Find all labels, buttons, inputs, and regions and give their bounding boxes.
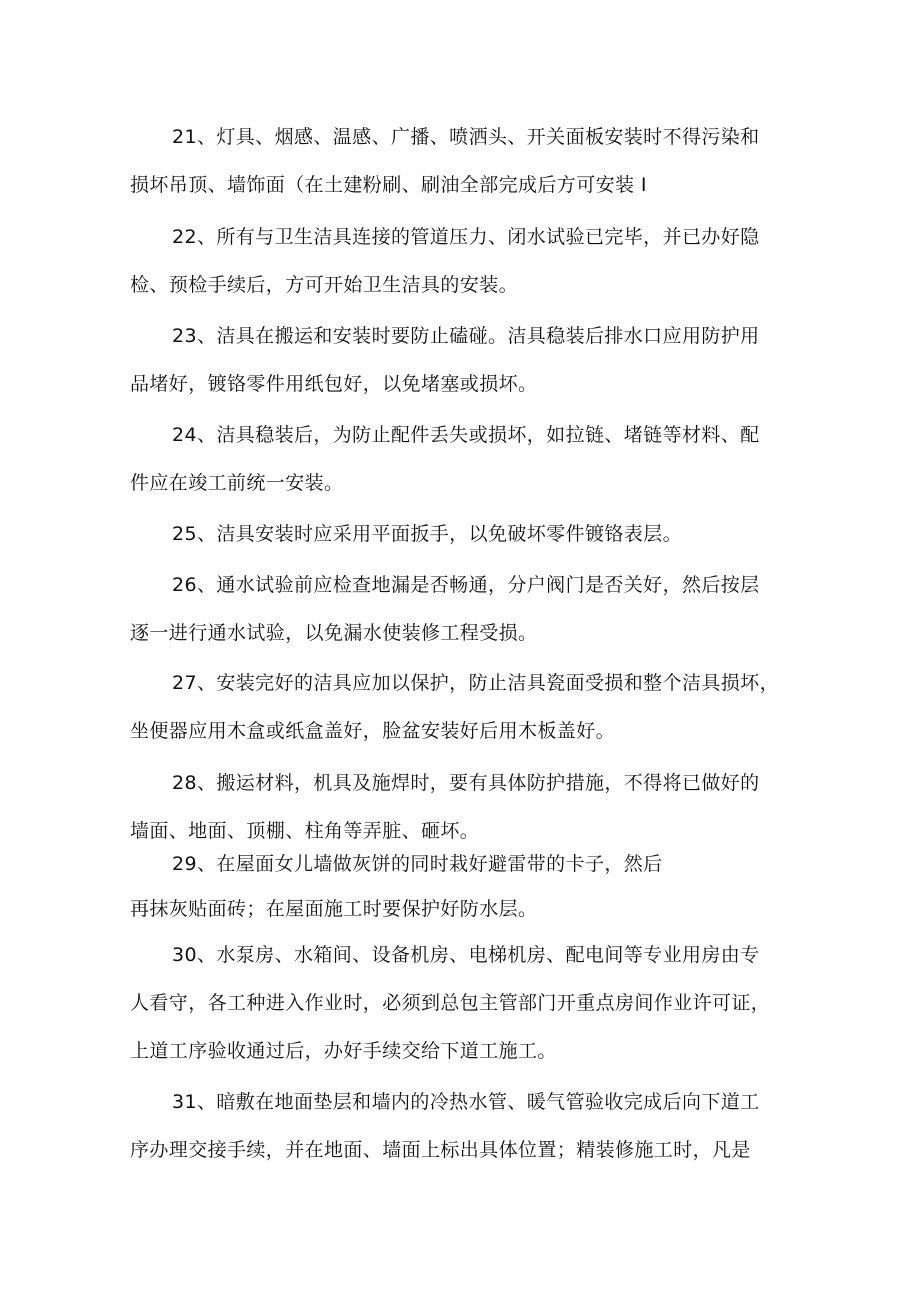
paragraph-23-line-1: 23、洁具在搬运和安装时要防止磕碰。洁具稳装后排水口应用防护用 — [172, 325, 760, 347]
paragraph-29-line-1: 29、在屋面女儿墙做灰饼的同时栽好避雷带的卡子，然后 — [172, 853, 663, 875]
paragraph-24-line-1: 24、洁具稳装后，为防止配件丢失或损坏，如拉链、堵链等材料、配 — [172, 424, 760, 446]
paragraph-30-line-2: 人看守，各工种进入作业时，必须到总包主管部门开重点房间作业许可证， — [130, 992, 771, 1014]
paragraph-28-line-1: 28、搬运材料，机具及施焊时，要有具体防护措施，不得将已做好的 — [172, 772, 760, 794]
paragraph-26-line-1: 26、通水试验前应检查地漏是否畅通，分户阀门是否关好，然后按层 — [172, 574, 760, 596]
paragraph-27-line-1: 27、安装完好的洁具应加以保护，防止洁具瓷面受损和整个洁具损坏， — [172, 672, 779, 694]
paragraph-21-line-2: 损坏吊顶、墙饰面（在土建粉刷、刷油全部完成后方可安装 I — [130, 174, 647, 196]
paragraph-28-line-2: 墙面、地面、顶棚、柱角等弄脏、砸坏。 — [130, 820, 480, 842]
paragraph-23-line-2: 品堵好，镀铬零件用纸包好，以免堵塞或损坏。 — [130, 373, 538, 395]
paragraph-26-line-2: 逐一进行通水试验，以免漏水使装修工程受损。 — [130, 622, 538, 644]
paragraph-29-line-2: 再抹灰贴面砖；在屋面施工时要保护好防水层。 — [130, 898, 538, 920]
paragraph-21-line-1: 21、灯具、烟感、温感、广播、喷洒头、开关面板安装时不得污染和 — [172, 126, 760, 148]
paragraph-31-line-1: 31、暗敷在地面垫层和墙内的冷热水管、暖气管验收完成后向下道工 — [172, 1091, 760, 1113]
paragraph-31-line-2: 序办理交接手续，并在地面、墙面上标出具体位置；精装修施工时，凡是 — [130, 1139, 751, 1161]
paragraph-25-line-1: 25、洁具安装时应采用平面扳手，以免破坏零件镀铬表层。 — [172, 523, 682, 545]
paragraph-27-line-2: 坐便器应用木盒或纸盒盖好，脸盆安装好后用木板盖好。 — [130, 720, 616, 742]
paragraph-24-line-2: 件应在竣工前统一安装。 — [130, 472, 344, 494]
paragraph-22-line-2: 检、预检手续后，方可开始卫生洁具的安装。 — [130, 274, 519, 296]
paragraph-30-line-1: 30、水泵房、水箱间、设备机房、电梯机房、配电间等专业用房由专 — [172, 944, 760, 966]
paragraph-22-line-1: 22、所有与卫生洁具连接的管道压力、闭水试验已完毕，并已办好隐 — [172, 226, 760, 248]
paragraph-30-line-3: 上道工序验收通过后，办好手续交给下道工施工。 — [130, 1040, 557, 1062]
